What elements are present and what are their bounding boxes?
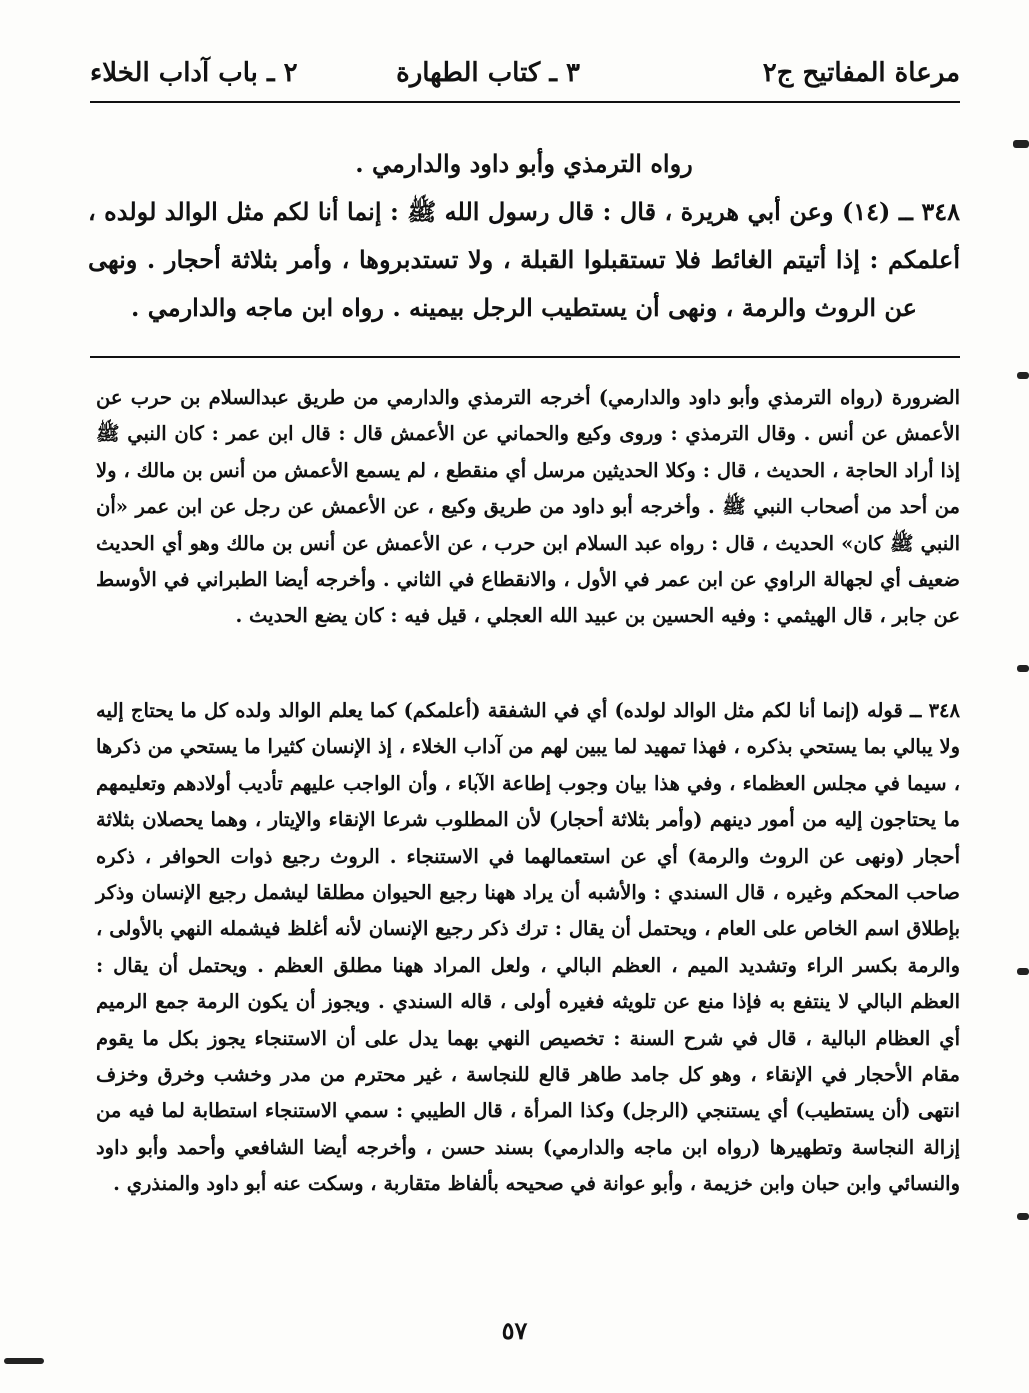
section-divider [90,356,960,358]
commentary-paragraph: ٣٤٨ ــ قوله (إنما أنا لكم مثل الوالد لولده) أي في الشفقة (أعلمكم) كما يعلم الوالد ولده كل ما يحتاج إليه ولا يبالي بما يستحي بذكره ، فهذا تمهيد لما يبين لهم من آداب الخلاء ، إذ الإنسان كثيرا ما يستحي من ذكرها ، سيما في مجلس العظماء ، وفي هذا بيان وجوب إطاعة الآباء ، وأن الواجب عليهم تأديب أولادهم وتعليمهم ما يحتاجون إليه من أمور دينهم (وأمر بثلاثة أحجار) لأن المطلوب شرعا الإنقاء والإيتار ، وهما يحصلان بثلاثة أحجار (ونهى عن الروث والرمة) أي عن استعمالهما في الاستنجاء . الروث رجيع ذوات الحوافر ، ذكره صاحب المحكم وغيره ، قال السندي : والأشبه أن يراد ههنا رجيع الحيوان مطلقا ليشمل رجيع الإنسان وذكر بإطلاق اسم الخاص على العام ، ويحتمل أن يقال : ترك ذكر رجيع الإنسان لأنه أغلظ فيشمله النهي بالأولى ، والرمة بكسر الراء وتشديد الميم ، العظم البالي ، ولعل المراد ههنا مطلق العظم . ويحتمل أن يقال : العظم البالي لا ينتفع به فإذا منع عن تلويثه فغيره أولى ، قاله السندي . ويجوز أن يكون الرمة جمع الرميم أي العظام البالية ، قال في شرح السنة : تخصيص النهي بهما يدل على أن الاستنجاء يجوز بكل ما يقوم مقام الأحجار في الإنقاء ، وهو كل جامد طاهر قالع للنجاسة ، غير محترم من مدر وخشب وخرق وخزف انتهى (أن يستطيب) أي يستنجي (الرجل) وكذا المرأة ، قال الطيبي : سمي الاستنجاء استطابة لما فيه من إزالة النجاسة وتطهيرها (رواه ابن ماجه والدارمي) بسند حسن ، وأخرجه أيضا الشافعي وأحمد وأبو داود والنسائي وابن حبان وابن خزيمة ، وأبو عوانة في صحيحه بألفاظ متقاربة ، وسكت عنه أبو داود والمنذري . [96,699,960,1196]
scan-artifact [4,1358,44,1364]
header-book-section: ٣ ـ كتاب الطهارة [396,58,580,88]
header-chapter: ٢ ـ باب آداب الخلاء [90,58,298,88]
scan-artifact [1017,1213,1029,1220]
scan-artifact [1017,372,1029,379]
source-line: رواه الترمذي وأبو داود والدارمي . [355,149,693,178]
scan-artifact [1013,140,1029,148]
header-divider [90,101,960,103]
page-number: ٥٧ [501,1316,528,1345]
scan-artifact [1017,968,1029,975]
header-book-volume: مرعاة المفاتيح ج٢ [762,58,960,88]
hadith-text: ٣٤٨ ــ (١٤) وعن أبي هريرة ، قال : قال رسول الله ﷺ : إنما أنا لكم مثل الوالد لولده ، أعلمكم : إذا أتيتم الغائط فلا تستقبلوا القبلة ، ولا تستدبروها ، وأمر بثلاثة أحجار . ونهى عن الروث والرمة ، ونهى أن يستطيب الرجل بيمينه . رواه ابن ماجه والدارمي . [88,197,960,322]
commentary-paragraph: الضرورة (رواه الترمذي وأبو داود والدارمي) أخرجه الترمذي والدارمي من طريق عبدالسلام بن حرب عن الأعمش عن أنس . وقال الترمذي : وروى وكيع والحماني عن الأعمش قال : قال ابن عمر : كان النبي ﷺ إذا أراد الحاجة ، الحديث ، قال : وكلا الحديثين مرسل أي منقطع ، لم يسمع الأعمش من أنس بن مالك ، ولا من أحد من أصحاب النبي ﷺ . وأخرجه أبو داود من طريق وكيع ، عن الأعمش عن رجل عن ابن عمر «أن النبي ﷺ كان» الحديث ، قال : رواه عبد السلام ابن حرب ، عن الأعمش عن أنس بن مالك وهو أي الحديث ضعيف أي لجهالة الراوي عن ابن عمر في الأول ، والانقطاع في الثاني . وأخرجه أيضا الطبراني في الأوسط عن جابر ، قال الهيثمي : وفيه الحسين بن عبيد الله العجلي ، قيل فيه : كان يضع الحديث . [96,386,960,628]
scan-artifact [1017,665,1029,672]
running-header [90,48,960,98]
hadith-block [88,140,960,332]
